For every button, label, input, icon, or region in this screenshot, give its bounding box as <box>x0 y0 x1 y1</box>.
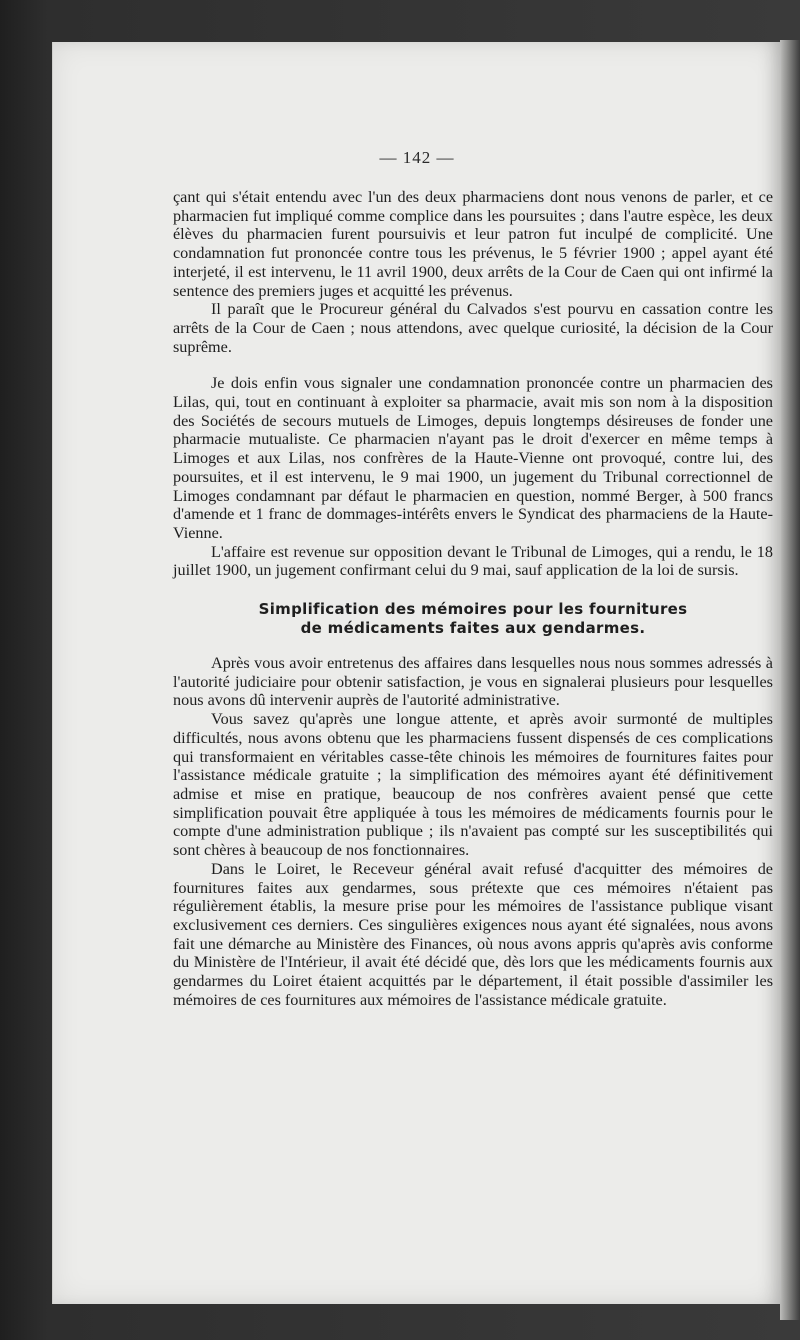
body-text <box>173 188 773 1009</box>
page-edge <box>780 40 800 1320</box>
paragraph: çant qui s'était entendu avec l'un des deux pharmaciens dont nous venons de parler, et ce pharmacien fut impliqué comme complice dans les poursuites ; dans l'autre espèce, les deux élèves du pharmacien furent poursuivis et leur patron fut inculpé de complicité. Une condamnation fut prononcée contre tous les prévenus, le 5 février 1900 ; appel ayant été interjeté, il est intervenu, le 11 avril 1900, deux arrêts de la Cour de Caen qui ont infirmé la sentence des premiers juges et acquitté les prévenus. <box>173 188 773 300</box>
section-heading-line: Simplification des mémoires pour les fournitures <box>258 600 688 619</box>
section-heading <box>173 600 773 638</box>
page-number: — 142 — <box>379 148 455 167</box>
paragraph: Après vous avoir entretenus des affaires dans lesquelles nous nous sommes adressés à l'autorité judiciaire pour obtenir satisfaction, je vous en signalerai plusieurs pour lesquelles nous avons dû intervenir auprès de l'autorité administrative. <box>173 654 773 710</box>
paragraph: Je dois enfin vous signaler une condamnation prononcée contre un pharmacien des Lilas, qui, tout en continuant à exploiter sa pharmacie, avait mis son nom à la disposition des Sociétés de secours mutuels de Limoges, depuis longtemps désireuses de fonder une pharmacie mutualiste. Ce pharmacien n'ayant pas le droit d'exercer en même temps à Limoges et aux Lilas, nos confrères de la Haute-Vienne ont provoqué, contre lui, des poursuites, et il est intervenu, le 9 mai 1900, un jugement du Tribunal correctionnel de Limoges condamnant par défaut le pharmacien en question, nommé Berger, à 500 francs d'amende et 1 franc de dommages-intérêts envers le Syndicat des pharmaciens de la Haute-Vienne. <box>173 374 773 542</box>
paragraph: L'affaire est revenue sur opposition devant le Tribunal de Limoges, qui a rendu, le 18 juillet 1900, un jugement confirmant celui du 9 mai, sauf application de la loi de sursis. <box>173 542 773 580</box>
section-heading-line: de médicaments faites aux gendarmes. <box>300 619 646 638</box>
paragraph: Il paraît que le Procureur général du Calvados s'est pourvu en cassation contre les arrêts de la Cour de Caen ; nous attendons, avec quelque curiosité, la décision de la Cour suprême. <box>173 300 773 356</box>
book-page <box>52 42 781 1304</box>
section-gap <box>173 356 773 374</box>
paragraph: Vous savez qu'après une longue attente, et après avoir surmonté de multiples difficultés, nous avons obtenu que les pharmaciens fussent dispensés de ces complications qui transformaient en véritables casse-tête chinois les mémoires de fournitures faites pour l'assistance médicale gratuite ; la simplification des mémoires ayant été définitivement admise et mise en pratique, beaucoup de nos confrères avaient pensé que cette simplification pouvait être appliquée à tous les mémoires de médicaments fournis pour le compte d'une administration publique ; ils n'avaient pas compté sur les susceptibilités qui sont chères à beaucoup de nos fonctionnaires. <box>173 710 773 860</box>
paragraph: Dans le Loiret, le Receveur général avait refusé d'acquitter des mémoires de fournitures faites aux gendarmes, sous prétexte que ces mémoires n'étaient pas régulièrement établis, la mesure prise pour les mémoires de l'assistance publique visant exclusivement ces derniers. Ces singulières exigences nous ayant été signalées, nous avons fait une démarche au Ministère des Finances, où nous avons appris qu'après avis conforme du Ministère de l'Intérieur, il avait été décidé que, dès lors que les médicaments fournis aux gendarmes du Loiret étaient acquittés par le département, il était possible d'assimiler les mémoires de ces fournitures aux mémoires de l'assistance médicale gratuite. <box>173 859 773 1009</box>
